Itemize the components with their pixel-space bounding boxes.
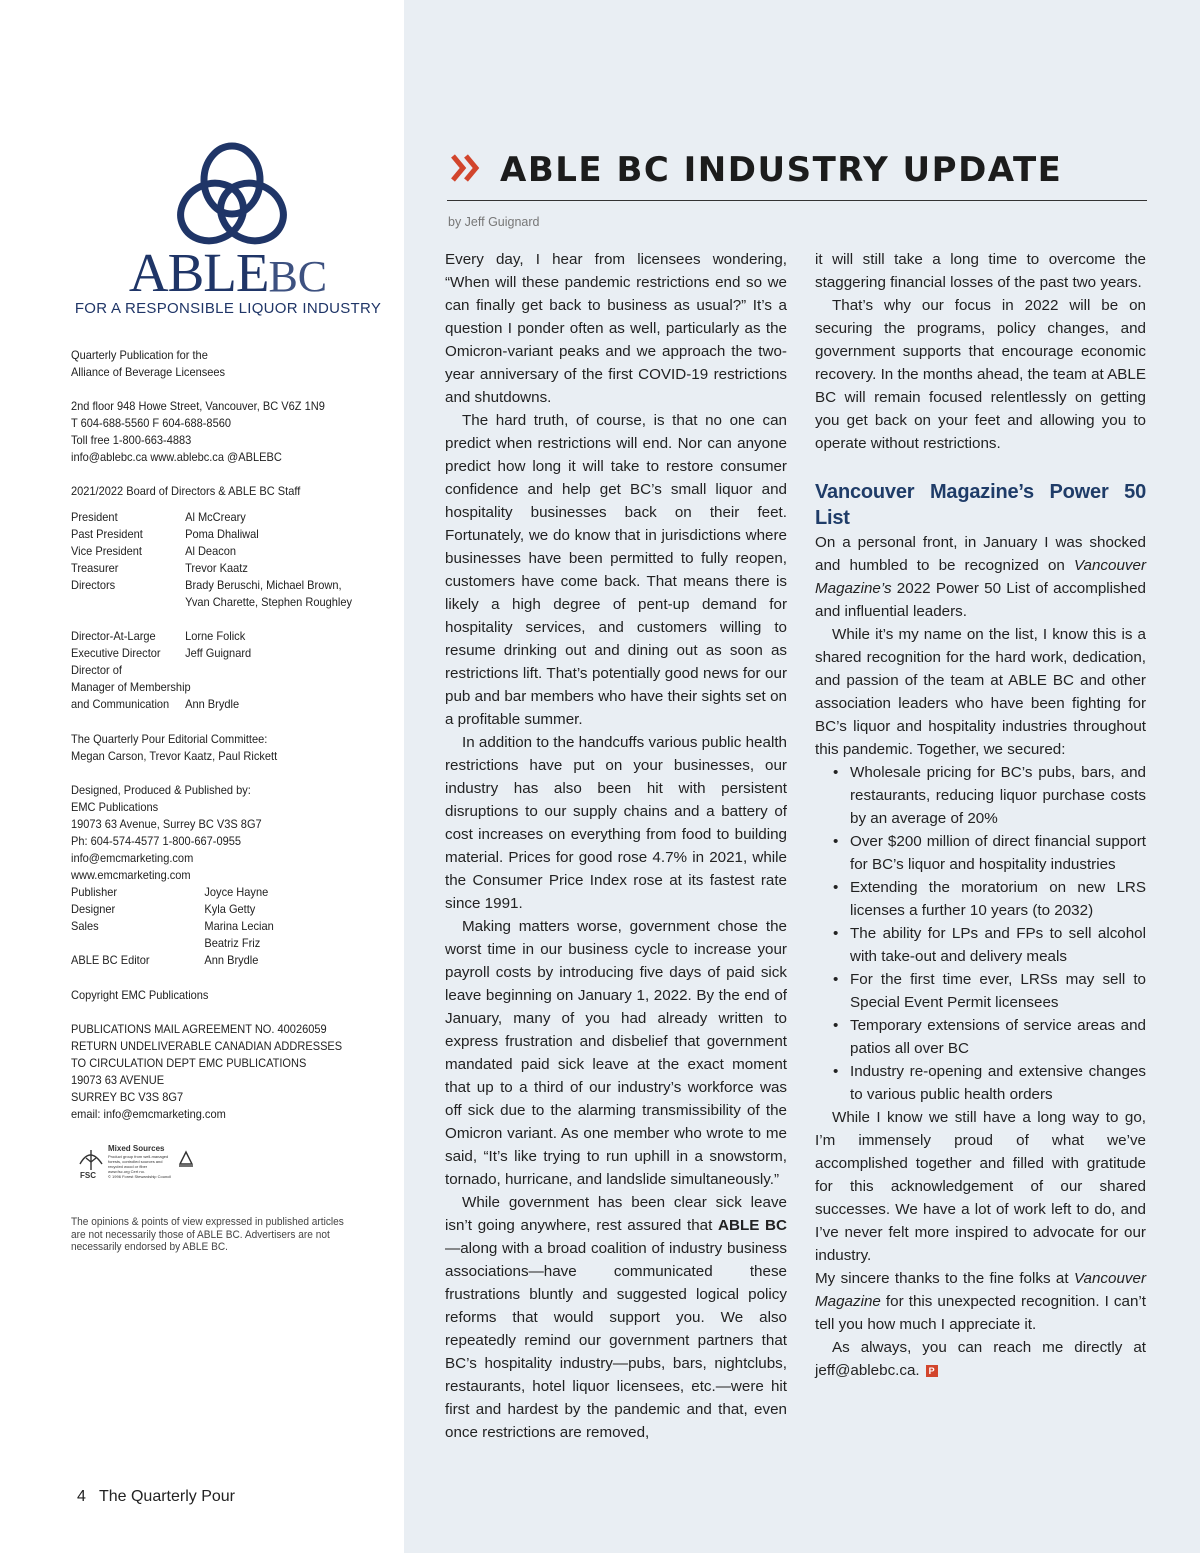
paragraph-text: While government has been clear sick leave isn’t going anywhere, rest assured that bbox=[445, 1194, 787, 1234]
contact-line: 2nd floor 948 Howe Street, Vancouver, BC V6Z 1N9 bbox=[71, 399, 325, 413]
triquetra-logo-icon bbox=[174, 140, 290, 252]
list-item bbox=[815, 876, 1146, 922]
fsc-title: Mixed Sources bbox=[108, 1144, 165, 1153]
roster-role bbox=[71, 935, 204, 952]
mailing-info bbox=[71, 1021, 365, 1123]
paragraph: While I know we still have a long way to go, I’m immensely proud of what we’ve accomplished together and filled with gratitude for this acknowledgement of our shared successes. We have a lot of work left to do, and I’ve never felt more inspired to advocate for our industry. bbox=[815, 1109, 1146, 1264]
italic-publication: Vancouver Magazine bbox=[815, 1270, 1146, 1310]
contact-info bbox=[71, 398, 365, 466]
roster-role: Publisher bbox=[71, 885, 118, 899]
paragraph bbox=[815, 1267, 1146, 1336]
fsc-line: Product group from well-managed bbox=[108, 1154, 169, 1159]
roster-role: ABLE BC Editor bbox=[71, 953, 150, 967]
fsc-line: recycled wood or fiber bbox=[108, 1164, 148, 1169]
contact-line: info@ablebc.ca www.ablebc.ca @ABLEBC bbox=[71, 450, 282, 464]
list-item-text: Over $200 million of direct financial support for BC’s liquor and hospitality industries bbox=[850, 833, 1146, 873]
roster-role bbox=[71, 594, 185, 611]
fsc-line: forests, controlled sources and bbox=[108, 1159, 163, 1164]
list-item bbox=[815, 1014, 1146, 1060]
producer-line: Ph: 604-574-4577 1-800-667-0955 bbox=[71, 834, 242, 848]
copyright-text: Copyright EMC Publications bbox=[71, 988, 209, 1002]
paragraph: In addition to the handcuffs various public health restrictions have put on your businesses, our industry has also been hit with persistent disruptions to our supply chains and a battery of cost increases on everything from food to building material. Prices for good rose 4.7% in 2021, while the Consumer Price Index rose at its fastest rate since 1991. bbox=[445, 734, 787, 912]
contact-line: T 604-688-5560 F 604-688-8560 bbox=[71, 416, 231, 430]
headline-rule bbox=[447, 200, 1147, 201]
roster-role: Director of bbox=[71, 663, 122, 677]
roster-role: Director-At-Large bbox=[71, 629, 156, 643]
roster-name: Al McCreary bbox=[185, 510, 246, 524]
closing-text: As always, you can reach me directly at jeff@ablebc.ca. bbox=[815, 1339, 1146, 1379]
end-of-article-icon: P bbox=[926, 1365, 938, 1377]
mailing-line: TO CIRCULATION DEPT EMC PUBLICATIONS bbox=[71, 1056, 307, 1070]
roster-role: Vice President bbox=[71, 544, 142, 558]
achievements-list bbox=[815, 761, 1146, 1106]
roster-name: Trevor Kaatz bbox=[185, 561, 248, 575]
producer-line: www.emcmarketing.com bbox=[71, 868, 191, 882]
paragraph: Making matters worse, government chose the worst time in our business cycle to increase your payroll costs by introducing five days of paid sick leave beginning on January 1, 2022. By the end of January, many of you had already written to express frustration and disbelief that government mandated paid sick leave at the exact moment that up to a third of our industry’s workforce was off sick due to the alarming transmissibility of the Omicron variant. As one member who wrote to me said, “It’s like trying to run uphill in a snowstorm, tornado, hurricane, and landslide simultaneously.” bbox=[445, 918, 787, 1188]
producer-line: info@emcmarketing.com bbox=[71, 851, 194, 865]
bullet-icon: • bbox=[833, 833, 839, 850]
contact-line: Toll free 1-800-663-4883 bbox=[71, 433, 192, 447]
list-item-text: Wholesale pricing for BC’s pubs, bars, and restaurants, reducing liquor purchase costs by an average of 20% bbox=[850, 764, 1146, 827]
article-column-1 bbox=[445, 248, 787, 1444]
publication-line: Alliance of Beverage Licensees bbox=[71, 365, 226, 379]
committee-line: Megan Carson, Trevor Kaatz, Paul Rickett bbox=[71, 749, 278, 763]
roster-role: Directors bbox=[71, 578, 116, 592]
fsc-certification-logo bbox=[76, 1140, 204, 1182]
committee-line: The Quarterly Pour Editorial Committee: bbox=[71, 732, 268, 746]
paragraph-text: —along with a broad coalition of industry business associations—have communicated these frustrations bluntly and suggested logical policy reforms that would support you. We also repeatedly remind our government partners that BC’s hospitality industry—pubs, bars, nightclubs, restaurants, hotel liquor licensees, etc.—were hit first and hardest by the pandemic and that, even once restrictions are removed, bbox=[445, 1240, 787, 1441]
roster-role: Treasurer bbox=[71, 561, 119, 575]
list-item-text: Temporary extensions of service areas and patios all over BC bbox=[850, 1017, 1146, 1057]
bullet-icon: • bbox=[833, 764, 839, 781]
paragraph-text: 2022 Power 50 List of accomplished and influential leaders. bbox=[815, 580, 1146, 620]
paragraph-text: On a personal front, in January I was shocked and humbled to be recognized on bbox=[815, 534, 1146, 574]
bullet-icon: • bbox=[833, 879, 839, 896]
bullet-icon: • bbox=[833, 971, 839, 988]
mailing-line: RETURN UNDELIVERABLE CANADIAN ADDRESSES bbox=[71, 1039, 343, 1053]
roster-name: Marina Lecian bbox=[204, 919, 274, 933]
roster-name: Jeff Guignard bbox=[185, 646, 252, 660]
article-column-2 bbox=[815, 248, 1146, 1382]
board-title bbox=[71, 483, 365, 500]
fsc-footer: © 1996 Forest Stewardship Council bbox=[108, 1174, 171, 1179]
roster-role: Designer bbox=[71, 902, 116, 916]
article-headline: ABLE BC INDUSTRY UPDATE bbox=[500, 150, 1063, 190]
roster-role: Past President bbox=[71, 527, 143, 541]
paragraph bbox=[445, 1191, 787, 1444]
producer-line: 19073 63 Avenue, Surrey BC V3S 8G7 bbox=[71, 817, 262, 831]
roster-role: President bbox=[71, 510, 118, 524]
copyright bbox=[71, 987, 365, 1004]
producer-line: EMC Publications bbox=[71, 800, 159, 814]
paragraph bbox=[815, 1336, 1146, 1382]
logo-word-suffix: BC bbox=[268, 252, 328, 301]
italic-publication: Vancouver Magazine’s bbox=[815, 557, 1146, 597]
section-subhead: Vancouver Magazine’s Power 50 List bbox=[815, 481, 1146, 529]
paragraph: That’s why our focus in 2022 will be on securing the programs, policy changes, and government supports that encourage economic recovery. In the months ahead, the team at ABLE BC will remain focused relentlessly on getting you get back on your feet and allowing you to operate without restrictions. bbox=[815, 297, 1146, 452]
board-roster bbox=[71, 509, 365, 611]
disclaimer: The opinions & points of view expressed in published articles are not necessarily those of ABLE BC. Advertisers are not necessarily endorsed by ABLE BC. bbox=[71, 1216, 344, 1253]
roster-name bbox=[185, 662, 365, 679]
paragraph: it will still take a long time to overcome the staggering financial losses of the past two years. bbox=[815, 251, 1146, 291]
mailing-line: 19073 63 AVENUE bbox=[71, 1073, 165, 1087]
list-item bbox=[815, 968, 1146, 1014]
paragraph: Every day, I hear from licensees wondering, “When will these pandemic restrictions end so we can finally get back to business as usual?” It’s a question I ponder often as well, particularly as the Omicron-variant peaks and we approach the two-year anniversary of the first COVID-19 restrictions and shutdowns. bbox=[445, 251, 787, 406]
fsc-mark-text: FSC bbox=[80, 1171, 96, 1180]
board-title-text: 2021/2022 Board of Directors & ABLE BC Staff bbox=[71, 484, 301, 498]
list-item bbox=[815, 761, 1146, 830]
roster-name: Yvan Charette, Stephen Roughley bbox=[185, 595, 353, 609]
mailing-line: SURREY BC V3S 8G7 bbox=[71, 1090, 184, 1104]
editorial-committee bbox=[71, 731, 365, 765]
roster-name: Brady Beruschi, Michael Brown, bbox=[185, 578, 342, 592]
roster-name: Al Deacon bbox=[185, 544, 237, 558]
publication-line: Quarterly Publication for the bbox=[71, 348, 208, 362]
roster-name bbox=[185, 679, 365, 696]
bullet-icon: • bbox=[833, 1017, 839, 1034]
bullet-icon: • bbox=[833, 1063, 839, 1080]
mailing-line: email: info@emcmarketing.com bbox=[71, 1107, 226, 1121]
list-item bbox=[815, 922, 1146, 968]
producer-line: Designed, Produced & Published by: bbox=[71, 783, 251, 797]
mailing-line: PUBLICATIONS MAIL AGREEMENT NO. 40026059 bbox=[71, 1022, 327, 1036]
roster-role: Executive Director bbox=[71, 646, 161, 660]
roster-name: Lorne Folick bbox=[185, 629, 246, 643]
list-item-text: Industry re-opening and extensive changes to various public health orders bbox=[850, 1063, 1146, 1103]
producer-info bbox=[71, 782, 365, 884]
list-item-text: The ability for LPs and FPs to sell alcohol with take-out and delivery meals bbox=[850, 925, 1146, 965]
roster-name: Poma Dhaliwal bbox=[185, 527, 259, 541]
list-item bbox=[815, 1060, 1146, 1106]
paragraph bbox=[815, 531, 1146, 623]
list-item bbox=[815, 830, 1146, 876]
paragraph: While it’s my name on the list, I know this is a shared recognition for the hard work, dedication, and passion of the team at ABLE BC and other association leaders who have been fighting for BC’s liquor and hospitality industries throughout this pandemic. Together, we secured: bbox=[815, 626, 1146, 758]
logo-tagline: FOR A RESPONSIBLE LIQUOR INDUSTRY bbox=[74, 300, 382, 317]
roster-role: Manager of Membership bbox=[71, 680, 191, 694]
paragraph-text: My sincere thanks to the fine folks at bbox=[815, 1270, 1074, 1287]
roster-name: Kyla Getty bbox=[204, 902, 256, 916]
roster-name: Ann Brydle bbox=[204, 953, 259, 967]
double-chevron-icon bbox=[450, 152, 484, 184]
article-byline: by Jeff Guignard bbox=[448, 215, 540, 229]
roster-name: Ann Brydle bbox=[185, 697, 240, 711]
bold-organization: ABLE BC bbox=[718, 1217, 787, 1234]
page-folio bbox=[77, 1488, 235, 1506]
roster-role: and Communication bbox=[71, 697, 170, 711]
paragraph-text: for this unexpected recognition. I can’t tell you how much I appreciate it. bbox=[815, 1293, 1146, 1333]
list-item-text: Extending the moratorium on new LRS licenses a further 10 years (to 2032) bbox=[850, 879, 1146, 919]
list-item-text: For the first time ever, LRSs may sell to Special Event Permit licensees bbox=[850, 971, 1146, 1011]
publication-info bbox=[71, 347, 365, 381]
production-staff bbox=[71, 884, 365, 969]
logo-wordmark bbox=[60, 242, 396, 305]
bullet-icon: • bbox=[833, 925, 839, 942]
roster-role: Sales bbox=[71, 919, 99, 933]
fsc-footer: www.fsc.org Cert no. bbox=[108, 1169, 145, 1174]
roster-name: Joyce Hayne bbox=[204, 885, 269, 899]
page-number: 4 bbox=[77, 1488, 86, 1505]
staff-roster bbox=[71, 628, 365, 713]
logo-word-main: ABLE bbox=[128, 242, 269, 303]
roster-name: Beatriz Friz bbox=[204, 936, 261, 950]
publication-title: The Quarterly Pour bbox=[98, 1488, 236, 1505]
paragraph: The hard truth, of course, is that no one can predict when restrictions will end. Nor can anyone predict how long it will take to restore consumer confidence and help get BC’s small liquor and hospitality businesses back on their feet. Fortunately, we do know that in jurisdictions where businesses have been permitted to fully reopen, customers have come back. That means there is likely a high degree of pent-up demand for hospitality services, and customers willing to resume drinking out and dining out as soon as restrictions lift. That’s potentially good news for our pub and bar members who have their sights set on a profitable summer. bbox=[445, 412, 787, 728]
